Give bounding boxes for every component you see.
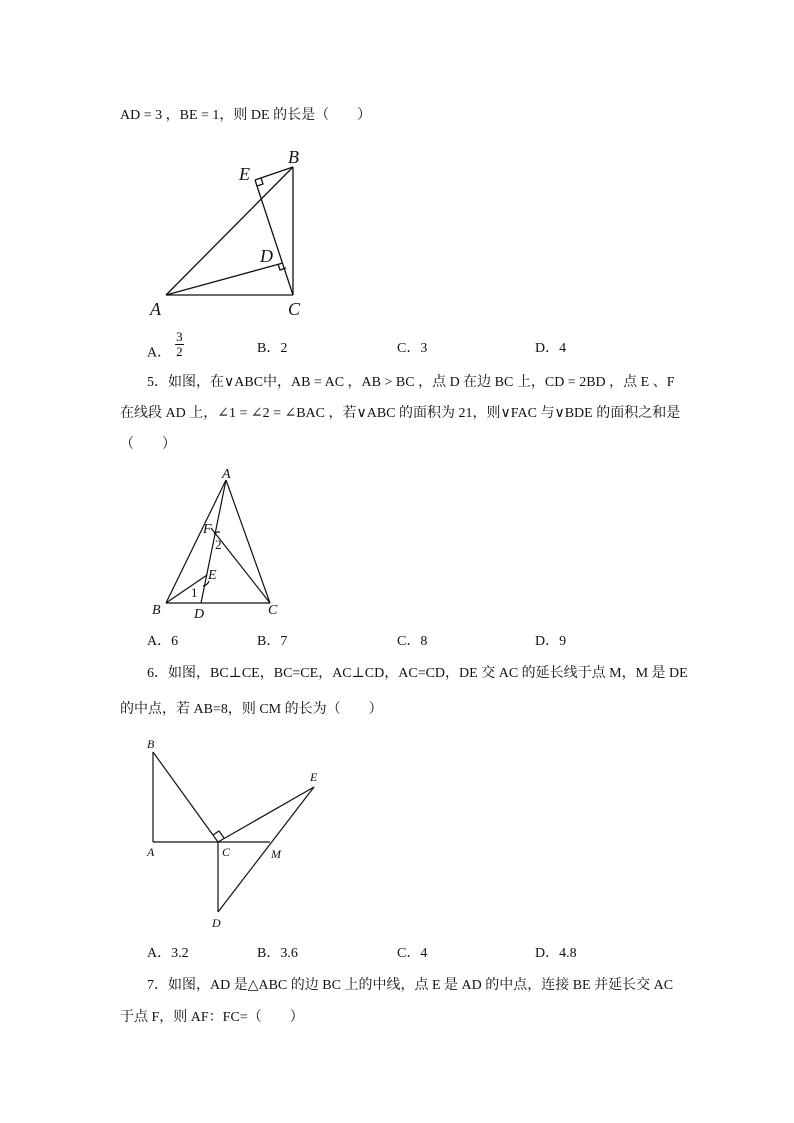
q7-text-line-2: 于点 F，则 AF：FC=（ ） — [120, 1010, 304, 1025]
q6-option-d[interactable]: D．4.8 — [535, 946, 577, 961]
q5-label-angle2: 2 — [215, 537, 222, 552]
q4-text-line: AD = 3 ，BE = 1，则 DE 的长是（ ） — [120, 108, 372, 123]
q6-label-M: M — [271, 847, 281, 861]
q5-label-A: A — [222, 467, 231, 482]
q5-text-line-3: （ ） — [120, 437, 176, 452]
q6-label-D: D — [212, 916, 221, 930]
q5-label-angle1: 1 — [191, 585, 198, 600]
q5-option-b[interactable]: B．7 — [257, 634, 288, 649]
q6-label-B: B — [147, 737, 155, 751]
q6-text-line-1: 6．如图，BC⊥CE，BC=CE，AC⊥CD，AC=CD，DE 交 AC 的延长线于点 M，M 是 DE — [147, 666, 688, 681]
q4-options — [0, 329, 794, 361]
q5-label-F: F — [203, 522, 212, 537]
q5-label-C: C — [268, 603, 278, 618]
q6-option-a[interactable]: A．3.2 — [147, 946, 189, 961]
q5-label-B: B — [152, 603, 161, 618]
q6-label-A: A — [147, 845, 155, 859]
q4-label-A: A — [150, 299, 161, 319]
q4-label-B: B — [288, 147, 299, 167]
q7-text-line-1: 7．如图，AD 是△ABC 的边 BC 上的中线，点 E 是 AD 的中点，连接 BE 并延长交 AC — [147, 978, 674, 993]
q4-option-d[interactable]: D．4 — [535, 341, 567, 356]
q4-option-c[interactable]: C．3 — [397, 341, 428, 356]
q5-label-E: E — [208, 568, 217, 583]
q4-option-a[interactable]: A． $\frac{3}{2}$ — [147, 329, 183, 361]
q5-label-D: D — [194, 607, 205, 622]
q4-label-E: E — [239, 164, 250, 184]
q6-option-b[interactable]: B．3.6 — [257, 946, 298, 961]
q4-label-C: C — [288, 299, 301, 319]
q4-option-b[interactable]: B．2 — [257, 341, 288, 356]
q4-label-D: D — [260, 246, 273, 266]
q6-label-E: E — [310, 770, 318, 784]
q5-text-line-2: 在线段 AD 上，∠1 = ∠2 = ∠BAC ，若∨ABC 的面积为 21，则∨FAC 与∨BDE 的面积之和是 — [120, 406, 681, 421]
q5-option-a[interactable]: A．6 — [147, 634, 179, 649]
q6-label-C: C — [222, 845, 231, 859]
q6-option-c[interactable]: C．4 — [397, 946, 428, 961]
q5-option-c[interactable]: C．8 — [397, 634, 428, 649]
q6-text-line-2: 的中点，若 AB=8，则 CM 的长为（ ） — [120, 702, 383, 717]
q5-text-line-1: 5．如图，在∨ABC中，AB = AC ，AB > BC ，点 D 在边 BC 上，CD = 2BD ，点 E 、F — [147, 375, 675, 390]
q5-option-d[interactable]: D．9 — [535, 634, 567, 649]
